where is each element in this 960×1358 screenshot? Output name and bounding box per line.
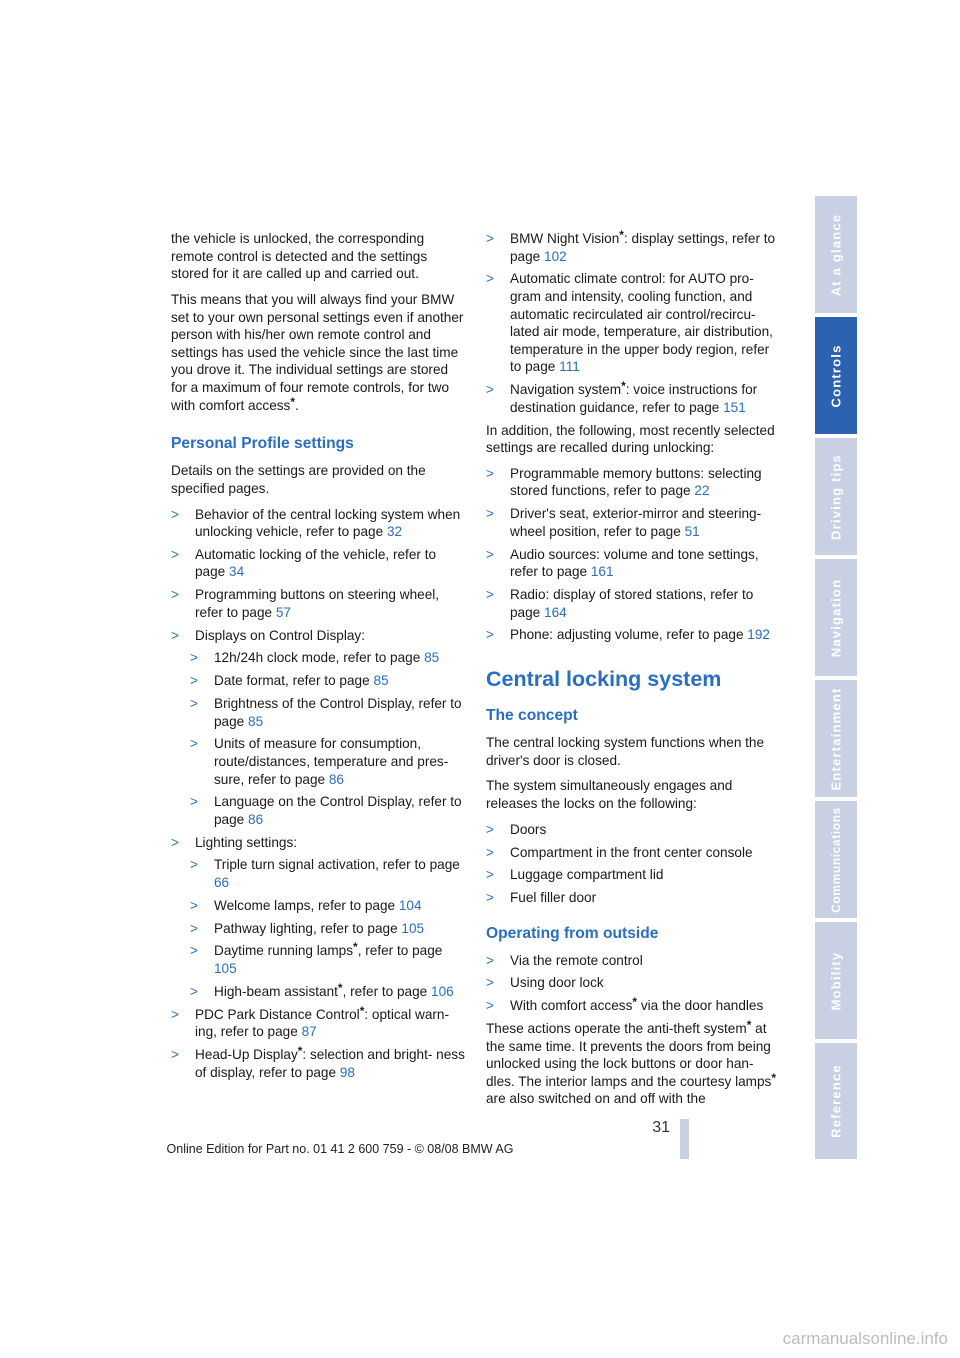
list-item	[171, 506, 465, 541]
optional-equipment-star: *	[337, 980, 343, 995]
item-text: PDC Park Distance Control	[195, 1006, 360, 1022]
tab-entertainment[interactable]	[815, 680, 857, 797]
list-item	[171, 627, 465, 645]
bullet-icon: >	[171, 627, 179, 643]
item-text: Triple turn signal activation, refer to page	[214, 857, 460, 873]
operating-outside-heading: Operating from outside	[486, 924, 659, 942]
list-item	[486, 889, 782, 907]
item-text: Luggage compartment lid	[510, 867, 664, 883]
item-text: Brightness of the Control Display, refer to page	[214, 695, 462, 729]
list-item	[171, 649, 465, 667]
page-link[interactable]: 104	[398, 897, 422, 913]
right-column	[486, 230, 782, 1116]
list-item	[486, 974, 782, 992]
optional-equipment-star: *	[746, 1018, 752, 1032]
closing-paragraph	[486, 1020, 782, 1108]
item-text: : selection and bright- ness of display, refer to page	[195, 1046, 465, 1080]
page-link[interactable]: 66	[214, 875, 230, 891]
left-column	[171, 230, 465, 1086]
item-text: Lighting settings:	[195, 834, 298, 850]
bullet-icon: >	[171, 506, 179, 522]
page-link[interactable]: 34	[229, 564, 245, 580]
item-text: High-beam assistant	[214, 983, 338, 999]
page-link[interactable]: 192	[747, 627, 770, 643]
intro-paragraph-2	[171, 291, 465, 414]
list-item	[486, 626, 782, 644]
bullet-icon: >	[190, 673, 198, 689]
item-text: Phone: adjusting volume, refer to page	[510, 627, 748, 643]
bullet-icon: >	[171, 1046, 179, 1062]
page-link[interactable]: 164	[544, 604, 567, 620]
bullet-icon: >	[486, 998, 494, 1014]
page-link[interactable]: 98	[339, 1064, 355, 1080]
list-item	[171, 695, 465, 730]
tab-mobility[interactable]	[815, 922, 857, 1039]
item-text: With comfort access	[510, 998, 633, 1014]
bullet-icon: >	[486, 952, 494, 968]
page-link[interactable]: 105	[401, 920, 425, 936]
page-link[interactable]: 151	[723, 399, 746, 415]
bullet-icon: >	[486, 506, 494, 522]
item-text: Programming buttons on steering wheel, refer to page	[195, 587, 440, 620]
item-text: Daytime running lamps	[214, 943, 354, 959]
list-item	[486, 270, 782, 376]
list-item	[486, 230, 782, 265]
optional-equipment-star: *	[297, 1043, 303, 1058]
bullet-icon: >	[486, 546, 494, 562]
intro-paragraph-1: the vehicle is unlocked, the corresponding remote control is detected and the settings stored for it are called up and carried out.	[171, 231, 428, 282]
bullet-icon: >	[486, 975, 494, 991]
list-item	[171, 897, 465, 915]
bullet-icon: >	[190, 920, 198, 936]
list-item	[486, 997, 782, 1015]
item-text: : optical warn- ing, refer to page	[195, 1006, 449, 1040]
item-text: Via the remote control	[510, 952, 643, 968]
details-paragraph: Details on the settings are provided on the specified pages.	[171, 463, 426, 496]
list-item	[486, 952, 782, 970]
page-link[interactable]: 87	[301, 1024, 317, 1040]
list-item	[486, 866, 782, 884]
bullet-icon: >	[486, 844, 494, 860]
tab-label: Reference	[828, 1064, 844, 1138]
page-link[interactable]: 161	[590, 564, 614, 580]
tab-label: Entertainment	[828, 686, 844, 791]
bullet-icon: >	[190, 794, 198, 810]
bullet-icon: >	[190, 650, 198, 666]
bullet-icon: >	[171, 546, 179, 562]
list-item	[171, 834, 465, 852]
tab-label: Mobility	[828, 951, 844, 1010]
page-number: 31	[652, 1119, 670, 1136]
list-item	[171, 586, 465, 621]
item-text: Behavior of the central locking system when unlocking vehicle, refer to page	[195, 506, 461, 540]
list-item	[171, 1003, 465, 1041]
intro-text: This means that you will always find your BMW set to your own personal settings even if another person with his/her own remote control and settings has used the vehicle since the last time you drove it. The individual settings are stored for a maximum of four remote controls, for two with comfort access	[171, 291, 464, 413]
list-item	[171, 672, 465, 690]
list-item	[486, 505, 782, 540]
bullet-icon: >	[190, 897, 198, 913]
page-link[interactable]: 86	[328, 771, 344, 787]
optional-equipment-star: *	[353, 940, 358, 955]
personal-profile-heading: Personal Profile settings	[171, 435, 354, 453]
list-item	[486, 381, 782, 416]
list-item	[171, 1043, 465, 1081]
period: .	[295, 397, 299, 413]
page-link[interactable]: 102	[544, 248, 567, 264]
list-item	[171, 920, 465, 938]
paragraph-text: at the same time. It prevents the doors from being unlocked using the lock buttons or door han- dles. The interior lamps and the courtesy lamps	[486, 1021, 772, 1089]
paragraph-text: are also switched on and off with the	[486, 1091, 706, 1107]
list-item	[171, 735, 465, 788]
page-link[interactable]: 22	[694, 483, 710, 499]
item-text: : voice instructions for destination guidance, refer to page	[510, 382, 758, 415]
item-text: Fuel filler door	[510, 890, 597, 906]
tab-label: Controls	[828, 343, 844, 408]
page-link[interactable]: 51	[684, 523, 700, 539]
page-link[interactable]: 85	[424, 650, 440, 666]
page-link[interactable]: 86	[248, 811, 264, 827]
bullet-icon: >	[486, 867, 494, 883]
bullet-icon: >	[486, 627, 494, 643]
item-text: , refer to page	[342, 983, 432, 999]
bullet-icon: >	[486, 890, 494, 906]
page-link[interactable]: 105	[214, 961, 237, 976]
footer-text: Online Edition for Part no. 01 41 2 600 759 - © 08/08 BMW AG	[166, 1142, 514, 1156]
bullet-icon: >	[171, 834, 179, 850]
item-text: Audio sources: volume and tone settings, refer to page	[510, 546, 759, 580]
list-item	[486, 465, 782, 500]
footer	[0, 1142, 960, 1156]
item-text: Automatic climate control: for AUTO pro- gram and intensity, cooling function, and automatic recirculated air control/recircu- lated air mode, temperature, air distribution, temperature in the upper body region, refer to page	[510, 271, 773, 375]
concept-heading: The concept	[486, 706, 578, 724]
central-locking-title: Central locking system	[486, 666, 722, 691]
item-text: Date format, refer to page	[214, 673, 374, 689]
item-text: Navigation system	[510, 382, 622, 398]
bullet-icon: >	[486, 465, 494, 481]
bullet-icon: >	[486, 382, 494, 398]
paragraph-text: These actions operate the anti-theft system	[486, 1021, 747, 1036]
tab-controls[interactable]	[815, 317, 857, 434]
item-text: Welcome lamps, refer to page	[214, 897, 399, 913]
bullet-icon: >	[190, 983, 198, 999]
list-item	[171, 793, 465, 828]
optional-equipment-star: *	[359, 1003, 365, 1018]
list-item	[486, 586, 782, 621]
list-item	[171, 942, 465, 977]
item-text: Compartment in the front center console	[510, 844, 753, 860]
list-item	[171, 980, 465, 1001]
optional-equipment-star: *	[290, 394, 296, 409]
bullet-icon: >	[486, 587, 494, 602]
list-item	[171, 856, 465, 891]
bullet-icon: >	[190, 695, 198, 711]
page-link[interactable]: 111	[559, 359, 580, 375]
item-text: BMW Night Vision	[510, 231, 620, 246]
list-item	[486, 821, 782, 839]
tab-at-a-glance[interactable]	[815, 196, 857, 313]
concept-paragraph-2: The system simultaneously engages and releases the locks on the following:	[486, 778, 733, 811]
bullet-icon: >	[171, 587, 179, 603]
list-item	[171, 546, 465, 581]
bullet-icon: >	[171, 1006, 179, 1022]
item-text: Head-Up Display	[195, 1046, 298, 1062]
item-text: Pathway lighting, refer to page	[214, 920, 402, 936]
bullet-icon: >	[486, 231, 494, 246]
tab-navigation[interactable]	[815, 559, 857, 676]
item-text: Programmable memory buttons: selecting stored functions, refer to page	[510, 465, 762, 499]
item-text: Automatic locking of the vehicle, refer to page	[195, 546, 437, 580]
item-text: Doors	[510, 821, 547, 837]
tab-driving-tips[interactable]	[815, 438, 857, 555]
list-item	[486, 546, 782, 581]
item-text: Units of measure for consumption, route/distances, temperature and pres- sure, refer to page	[214, 736, 449, 787]
list-item	[486, 844, 782, 862]
item-text: Displays on Control Display:	[195, 627, 365, 643]
item-text: via the door handles	[637, 998, 764, 1014]
tab-label: Communications	[829, 806, 843, 913]
tab-communications[interactable]	[815, 801, 857, 918]
item-text: Radio: display of stored stations, refer to page	[510, 587, 754, 620]
bullet-icon: >	[486, 271, 494, 287]
tab-label: Navigation	[828, 578, 844, 657]
watermark: carmanualsonline.info	[782, 1329, 948, 1348]
item-text: , refer to page	[357, 943, 443, 959]
tab-label: Driving tips	[828, 453, 844, 540]
bullet-icon: >	[190, 857, 198, 873]
bullet-icon: >	[190, 943, 198, 959]
page-link[interactable]: 85	[373, 673, 389, 689]
optional-equipment-star: *	[621, 379, 626, 394]
item-text: Using door lock	[510, 975, 604, 991]
item-text: 12h/24h clock mode, refer to page	[214, 650, 425, 666]
page-link[interactable]: 85	[248, 713, 264, 729]
optional-equipment-star: *	[632, 995, 638, 1010]
tab-label: At a glance	[828, 213, 844, 296]
bullet-icon: >	[190, 736, 198, 752]
concept-paragraph-1: The central locking system functions when the driver's door is closed.	[486, 734, 765, 768]
bullet-icon: >	[486, 821, 494, 837]
item-text: : display settings, refer to page	[510, 231, 776, 264]
item-text: Driver's seat, exterior-mirror and steering- wheel position, refer to page	[510, 506, 762, 539]
page-link[interactable]: 57	[275, 604, 291, 620]
page-link[interactable]: 32	[386, 524, 403, 540]
page-link[interactable]: 106	[431, 983, 454, 999]
item-text: Language on the Control Display, refer to page	[214, 794, 462, 827]
optional-equipment-star: *	[771, 1070, 777, 1085]
chapter-sidebar	[815, 196, 857, 1159]
optional-equipment-star: *	[619, 228, 624, 242]
recalled-intro: In addition, the following, most recently selected settings are recalled during unlocking:	[486, 422, 775, 456]
